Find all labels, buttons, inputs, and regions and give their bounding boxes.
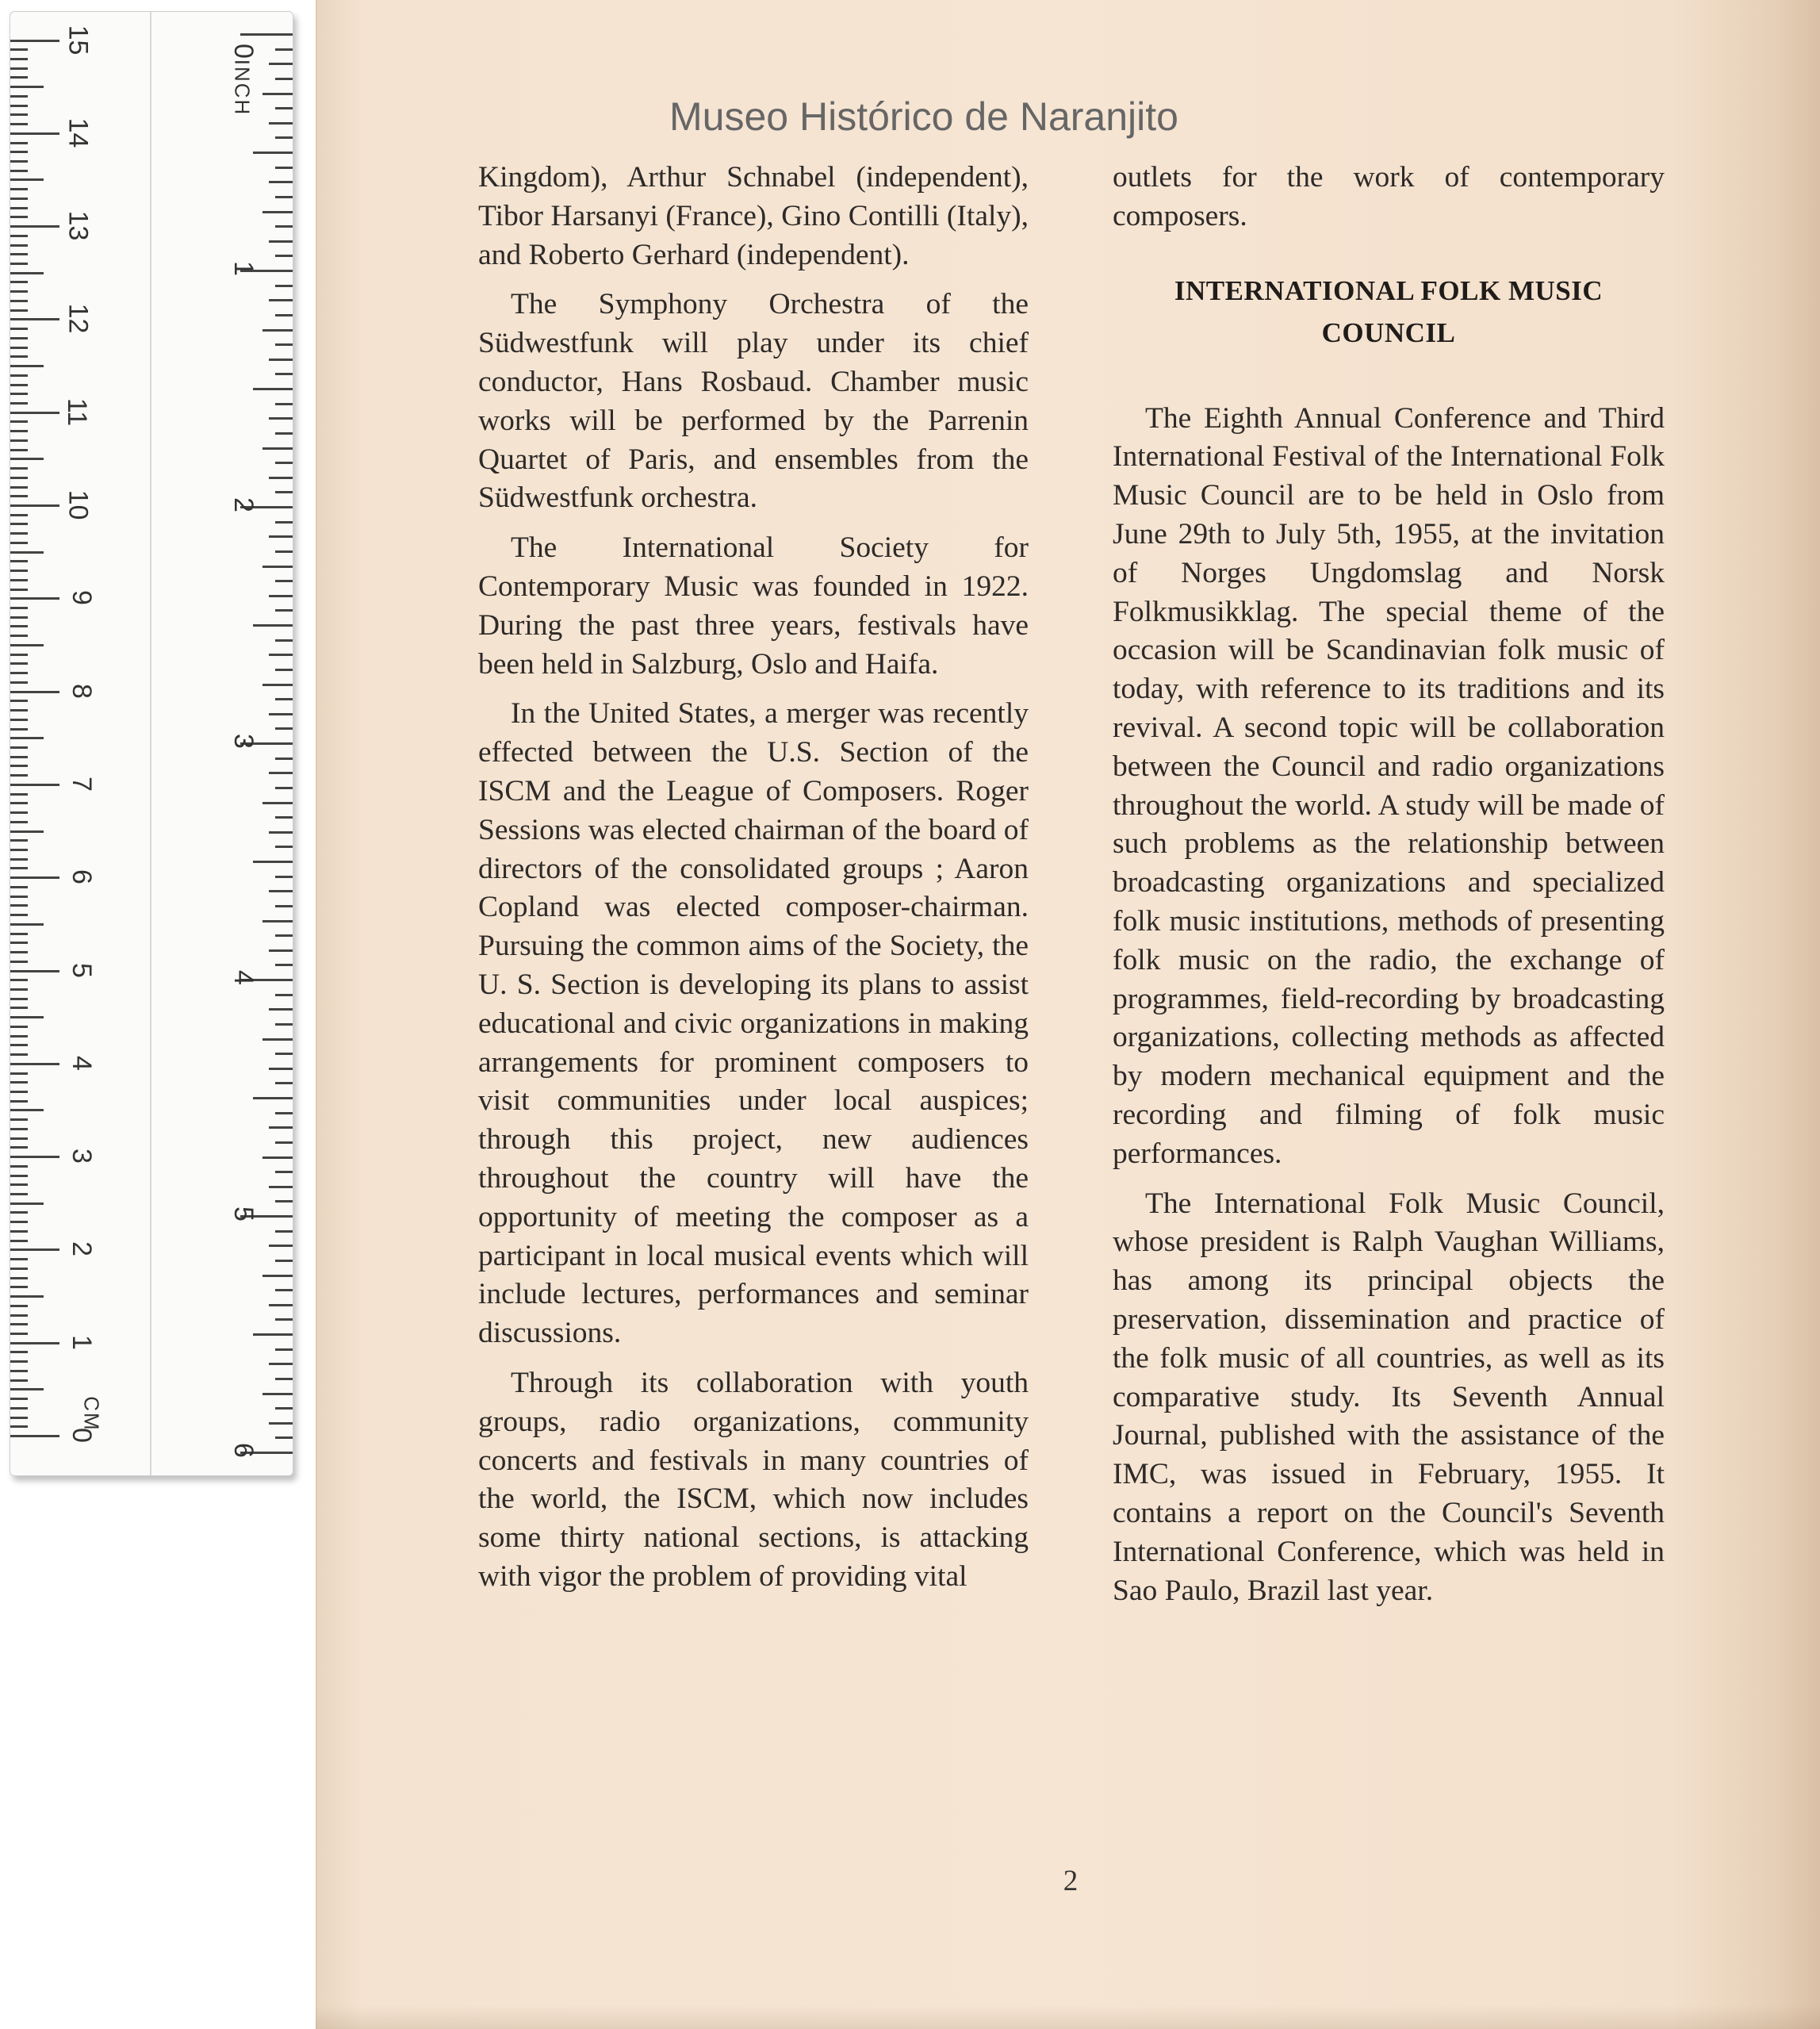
ruler-inch-tick (253, 152, 293, 154)
ruler-cm-tick (10, 523, 28, 525)
ruler-cm-tick (10, 942, 28, 944)
right-intro-paragraph: outlets for the work of contemporary composers. (1113, 161, 1665, 232)
left-paragraph: Through its collaboration with youth groups, radio organizations, community concerts and festivals in many countries of the world, the ISCM, which now includes some thirty national sections, is attacking with vigor the problem of providing vital (478, 1366, 1029, 1593)
ruler-cm-tick (10, 988, 28, 991)
ruler-cm-tick (10, 1109, 44, 1111)
ruler-cm-tick (10, 170, 28, 172)
ruler-cm-tick (10, 1193, 28, 1195)
ruler-inch-tick (275, 167, 293, 169)
ruler-cm-tick (10, 728, 28, 731)
ruler-cm-tick (10, 439, 28, 442)
ruler-inch-tick (262, 920, 293, 922)
ruler-inch-tick (275, 1023, 293, 1026)
ruler-cm-tick (10, 95, 28, 98)
ruler-cm-tick (10, 672, 28, 674)
ruler-cm-tick (10, 281, 28, 283)
ruler-inch-tick (275, 1053, 293, 1055)
ruler-inch-tick (262, 802, 293, 804)
left-paragraph: The Symphony Orchestra of the Südwestfunk will play under its chief conductor, Hans Rosbaud. Chamber music works will be performed by the Parrenin Quartet of Paris, and ensembles from the Südwestfunk orchestra. (478, 288, 1029, 515)
ruler-inch-tick (269, 1304, 293, 1306)
ruler-inch-tick (269, 359, 293, 361)
ruler-cm-tick (10, 849, 28, 851)
ruler-cm-tick (10, 1221, 28, 1223)
ruler-cm-label: 7 (66, 776, 97, 792)
ruler-inch-tick (269, 1186, 293, 1188)
ruler-inch-tick (275, 1171, 293, 1173)
ruler-cm-tick (10, 198, 28, 200)
ruler-cm-tick (10, 886, 28, 888)
ruler-inch-tick (253, 861, 293, 863)
ruler-cm-tick (10, 290, 28, 293)
ruler-inch-tick (269, 477, 293, 479)
ruler-inch-tick (275, 136, 293, 139)
ruler-inch-tick (275, 758, 293, 760)
ruler-cm-label: 5 (66, 962, 97, 978)
ruler-cm-tick (10, 1333, 28, 1335)
ruler-cm-tick (10, 914, 28, 916)
ruler-inch-tick (275, 1348, 293, 1351)
ruler-inch-tick (269, 949, 293, 952)
ruler-inch-tick (275, 225, 293, 228)
ruler-inch-tick (275, 1230, 293, 1233)
page-edge-shadow (316, 2005, 1820, 2029)
ruler-cm-tick (10, 551, 44, 554)
ruler-cm-tick (10, 1360, 28, 1363)
ruler-cm-tick (10, 420, 28, 423)
ruler-cm-tick (10, 486, 28, 489)
ruler-inch-tick (275, 78, 293, 80)
ruler-inch-tick (275, 403, 293, 405)
ruler-cm-label: 9 (66, 590, 97, 606)
right-paragraph: The International Folk Music Council, whose president is Ralph Vaughan Williams, has among its principal objects the preservation, dissemination and practice of the folk music of all countries, as well as its comparative study. Its Seventh Annual Journal, published with the assistance of the IMC, was issued in February, 1955. It contains a report on the Council's Seventh International Conference, which was held in Sao Paulo, Brazil last year. (1113, 1187, 1665, 1607)
ruler-cm-label: 2 (66, 1241, 97, 1257)
ruler-inch-tick (262, 684, 293, 686)
ruler-inch-label: 1 (228, 261, 259, 276)
ruler-cm-tick (10, 1398, 28, 1400)
ruler-inch-tick (269, 63, 293, 65)
ruler-cm-tick (10, 477, 28, 479)
ruler-inch-tick (275, 432, 293, 435)
ruler-inch-label: 0 (228, 44, 259, 59)
section-heading: INTERNATIONAL FOLK MUSIC COUNCIL (1174, 274, 1604, 348)
ruler-cm-tick (10, 662, 28, 665)
right-text-column (1113, 159, 1665, 1621)
ruler-cm-tick (10, 105, 28, 107)
ruler-cm-tick (10, 579, 28, 581)
ruler-inch-tick (262, 1038, 293, 1041)
ruler-cm-tick (10, 178, 44, 181)
ruler-inch-tick (275, 934, 293, 937)
ruler-cm-tick (10, 1342, 59, 1344)
left-text-column (478, 159, 1029, 1608)
ruler-cm-tick (10, 1063, 59, 1065)
ruler-inch-tick (253, 388, 293, 390)
ruler-inch-label: 5 (228, 1206, 259, 1222)
left-paragraph: In the United States, a merger was recently effected between the U.S. Section of the ISCM and the League of Composers. Roger Sessions was elected chairman of the board of directors of the consolidated groups ; Aaron Copland was elected composer-chairman. Pursuing the common aims of the Society, the U. S. Section is developing its plans to assist educational and civic organizations in making arrangements for prominent composers to visit communities under local auspices; through this project, new audiences throughout the country will have the opportunity of meeting the composer as a participant in local musical events which will include lectures, performances and seminar discussions. (478, 697, 1029, 1350)
ruler-cm-tick (10, 365, 44, 367)
ruler-cm-tick (10, 1417, 28, 1419)
ruler-cm-tick (10, 1323, 28, 1325)
ruler-cm-tick (10, 625, 28, 627)
left-paragraph: Kingdom), Arthur Schnabel (independent), Tibor Harsanyi (France), Gino Contilli (Italy), and Roberto Gerhard (independent). (478, 161, 1029, 271)
ruler-cm-tick (10, 1407, 28, 1410)
ruler-cm-tick (10, 821, 28, 823)
ruler-inch-tick (275, 373, 293, 375)
ruler-cm-tick (10, 1286, 28, 1288)
ruler-cm-tick (10, 151, 28, 153)
ruler-cm-tick (10, 616, 28, 619)
ruler-inch-tick (275, 1112, 293, 1114)
ruler-cm-tick (10, 607, 28, 609)
ruler-cm-tick (10, 430, 28, 432)
measurement-ruler (10, 11, 293, 1476)
page-number: 2 (1063, 1865, 1079, 1897)
ruler-cm-tick (10, 589, 28, 591)
ruler-inch-tick (275, 876, 293, 878)
ruler-cm-tick (10, 48, 28, 51)
ruler-cm-tick (10, 896, 28, 898)
ruler-cm-tick (10, 1100, 28, 1103)
ruler-inch-tick (269, 1068, 293, 1070)
ruler-cm-tick (10, 514, 28, 516)
ruler-cm-tick (10, 811, 28, 814)
ruler-cm-tick (10, 1425, 28, 1428)
ruler-inch-tick (262, 211, 293, 213)
ruler-cm-tick (10, 1053, 28, 1056)
ruler-cm-tick (10, 654, 28, 656)
ruler-cm-tick (10, 1175, 28, 1177)
ruler-inch-tick (269, 595, 293, 597)
ruler-cm-tick (10, 784, 59, 786)
ruler-cm-tick (10, 691, 59, 693)
ruler-cm-tick (10, 793, 28, 796)
ruler-inch-tick (262, 329, 293, 332)
ruler-cm-tick (10, 1295, 44, 1298)
ruler-inch-tick (269, 1245, 293, 1247)
ruler-inch-tick (269, 772, 293, 774)
ruler-cm-label: 4 (66, 1055, 97, 1071)
ruler-cm-tick (10, 374, 28, 377)
ruler-cm-tick (10, 1044, 28, 1046)
ruler-cm-tick (10, 839, 28, 842)
ruler-cm-label: 8 (66, 683, 97, 699)
ruler-cm-tick (10, 1370, 28, 1372)
ruler-inch-tick (275, 846, 293, 848)
ruler-cm-tick (10, 867, 28, 869)
ruler-cm-unit: CM (79, 1396, 104, 1432)
ruler-inch-tick (262, 1393, 293, 1395)
ruler-cm-label: 15 (63, 25, 94, 55)
ruler-inch-tick (253, 1333, 293, 1336)
ruler-inch-tick (262, 1275, 293, 1277)
ruler-inch-tick (275, 1141, 293, 1144)
ruler-cm-tick (10, 160, 28, 163)
ruler-cm-tick (10, 504, 59, 507)
ruler-cm-tick (10, 76, 28, 79)
ruler-cm-tick (10, 904, 28, 907)
ruler-cm-label: 0 (66, 1428, 97, 1443)
ruler-cm-tick (10, 532, 28, 535)
ruler-inch-label: 3 (228, 734, 259, 749)
ruler-inch-tick (275, 787, 293, 789)
ruler-cm-tick (10, 1091, 28, 1093)
ruler-inch-tick (275, 255, 293, 257)
ruler-inch-tick (275, 669, 293, 671)
ruler-cm-tick (10, 933, 28, 935)
ruler-cm-label: 10 (63, 489, 94, 520)
ruler-inch-tick (275, 1200, 293, 1202)
ruler-inch-tick (269, 654, 293, 656)
ruler-inch-tick (275, 1082, 293, 1084)
ruler-cm-label: 12 (63, 303, 94, 334)
ruler-inch-tick (275, 698, 293, 700)
ruler-cm-tick (10, 970, 59, 972)
ruler-cm-tick (10, 86, 44, 88)
ruler-cm-tick (10, 253, 28, 255)
ruler-cm-tick (10, 961, 28, 963)
ruler-cm-tick (10, 495, 28, 497)
ruler-inch-tick (275, 1260, 293, 1262)
ruler-inch-tick (262, 566, 293, 568)
ruler-cm-tick (10, 337, 28, 339)
ruler-cm-tick (10, 1146, 28, 1149)
ruler-cm-label: 11 (62, 397, 93, 426)
ruler-inch-tick (275, 639, 293, 642)
ruler-cm-tick (10, 923, 44, 926)
ruler-inch-tick (269, 1126, 293, 1129)
ruler-cm-tick (10, 1268, 28, 1270)
ruler-cm-tick (10, 207, 28, 209)
ruler-cm-tick (10, 1258, 28, 1260)
ruler-inch-tick (275, 1378, 293, 1380)
ruler-cm-tick (10, 1277, 28, 1279)
ruler-inch-tick (275, 727, 293, 730)
ruler-cm-label: 14 (63, 117, 94, 148)
left-paragraph: The International Society for Contemporary Music was founded in 1922. During the past three years, festivals have been held in Salzburg, Oslo and Haifa. (478, 531, 1029, 681)
ruler-cm-tick (10, 1230, 28, 1233)
ruler-inch-tick (269, 535, 293, 538)
ruler-inch-tick (275, 521, 293, 524)
ruler-cm-tick (10, 393, 28, 395)
ruler-cm-tick (10, 113, 28, 116)
ruler-cm-tick (10, 384, 28, 386)
ruler-cm-tick (10, 979, 28, 981)
ruler-inch-tick (275, 1436, 293, 1439)
ruler-inch-tick (275, 107, 293, 109)
ruler-cm-tick (10, 216, 28, 218)
ruler-cm-tick (10, 412, 59, 414)
ruler-cm-tick (10, 765, 28, 767)
ruler-inch-tick (269, 122, 293, 125)
ruler-cm-label: 3 (66, 1149, 97, 1164)
ruler-inch-tick (275, 816, 293, 819)
ruler-inch-tick (269, 890, 293, 892)
ruler-cm-tick (10, 40, 59, 42)
ruler-cm-tick (10, 1165, 28, 1168)
ruler-inch-tick (269, 1363, 293, 1365)
ruler-cm-tick (10, 1388, 44, 1390)
ruler-cm-tick (10, 449, 28, 451)
ruler-inch-tick (269, 1008, 293, 1011)
ruler-cm-tick (10, 719, 28, 721)
ruler-inch-tick (275, 343, 293, 346)
ruler-cm-tick (10, 1016, 44, 1018)
ruler-cm-tick (10, 225, 59, 228)
ruler-inch-tick (275, 48, 293, 51)
ruler-cm-tick (10, 597, 59, 600)
ruler-cm-tick (10, 1240, 28, 1242)
ruler-inch-tick (269, 417, 293, 420)
ruler-inch-label: 2 (228, 497, 259, 512)
ruler-cm-tick (10, 635, 28, 637)
ruler-cm-tick (10, 644, 44, 646)
ruler-cm-tick (10, 746, 28, 749)
ruler-cm-tick (10, 309, 28, 312)
ruler-cm-tick (10, 318, 59, 320)
ruler-cm-tick (10, 1435, 59, 1437)
ruler-cm-tick (10, 998, 28, 1000)
ruler-cm-tick (10, 700, 28, 702)
ruler-inch-tick (269, 831, 293, 834)
museum-watermark-title: Museo Histórico de Naranjito (669, 94, 1178, 139)
ruler-cm-tick (10, 123, 28, 125)
ruler-cm-tick (10, 1202, 44, 1205)
ruler-inch-tick (275, 285, 293, 287)
ruler-cm-tick (10, 467, 28, 470)
ruler-inch-tick (269, 713, 293, 715)
ruler-cm-tick (10, 1183, 28, 1186)
ruler-cm-tick (10, 1128, 28, 1130)
ruler-inch-tick (275, 550, 293, 553)
ruler-cm-tick (10, 1248, 59, 1251)
ruler-cm-tick (10, 1379, 28, 1382)
ruler-cm-tick (10, 132, 59, 135)
ruler-inch-tick (275, 462, 293, 464)
ruler-inch-tick (275, 314, 293, 316)
ruler-inch-tick (253, 1097, 293, 1099)
ruler-cm-tick (10, 1314, 28, 1317)
ruler-cm-tick (10, 244, 28, 247)
ruler-cm-tick (10, 756, 28, 758)
ruler-cm-tick (10, 67, 28, 70)
ruler-cm-tick (10, 858, 28, 861)
ruler-inch-tick (275, 905, 293, 907)
ruler-cm-tick (10, 142, 28, 144)
ruler-inch-tick (275, 196, 293, 198)
ruler-inch-tick (275, 580, 293, 582)
ruler-cm-tick (10, 1118, 28, 1121)
ruler-inch-label: 4 (228, 970, 259, 985)
ruler-cm-tick (10, 570, 28, 572)
ruler-inch-tick (275, 964, 293, 966)
ruler-cm-tick (10, 802, 28, 804)
ruler-inch-tick (262, 447, 293, 450)
ruler-inch-tick (269, 181, 293, 183)
ruler-inch-tick (275, 1289, 293, 1291)
ruler-cm-label: 1 (66, 1334, 97, 1350)
ruler-cm-tick (10, 1081, 28, 1084)
ruler-cm-tick (10, 355, 28, 358)
ruler-cm-tick (10, 188, 28, 190)
ruler-cm-tick (10, 1035, 28, 1038)
ruler-cm-tick (10, 1351, 28, 1353)
ruler-inch-tick (269, 299, 293, 301)
ruler-divider (150, 12, 151, 1475)
ruler-cm-tick (10, 402, 28, 405)
ruler-inch-tick (275, 609, 293, 612)
ruler-cm-tick (10, 1211, 28, 1214)
ruler-cm-tick (10, 830, 44, 833)
ruler-inch-tick (275, 1318, 293, 1321)
ruler-cm-tick (10, 951, 28, 953)
ruler-cm-tick (10, 737, 44, 739)
ruler-cm-tick (10, 458, 44, 460)
ruler-cm-tick (10, 560, 28, 562)
ruler-cm-tick (10, 542, 28, 544)
ruler-inch-tick (275, 994, 293, 996)
ruler-inch-tick (253, 624, 293, 627)
ruler-inch-label: 6 (228, 1443, 259, 1458)
ruler-cm-tick (10, 1137, 28, 1140)
ruler-cm-tick (10, 876, 59, 879)
ruler-cm-tick (10, 1072, 28, 1075)
ruler-cm-tick (10, 774, 28, 777)
ruler-cm-tick (10, 263, 28, 265)
ruler-cm-label: 13 (63, 210, 94, 241)
ruler-cm-tick (10, 1305, 28, 1307)
ruler-cm-tick (10, 1007, 28, 1009)
ruler-inch-tick (240, 33, 293, 36)
ruler-cm-tick (10, 272, 44, 274)
ruler-inch-tick (275, 491, 293, 493)
ruler-inch-tick (262, 1156, 293, 1159)
ruler-cm-tick (10, 1156, 59, 1158)
ruler-cm-tick (10, 235, 28, 237)
ruler-cm-tick (10, 328, 28, 330)
ruler-cm-tick (10, 1026, 28, 1028)
ruler-cm-tick (10, 709, 28, 711)
ruler-inch-tick (275, 1407, 293, 1410)
ruler-cm-tick (10, 681, 28, 684)
ruler-inch-tick (262, 93, 293, 95)
ruler-cm-tick (10, 58, 28, 60)
ruler-cm-label: 6 (66, 869, 97, 885)
ruler-inch-unit: INCH (230, 59, 255, 117)
right-paragraph: The Eighth Annual Conference and Third International Festival of the International Folk Music Council are to be held in Oslo from June 29th to July 5th, 1955, at the invitation of Norges Ungdomslag and Norsk Folkmusikklag. The special theme of the occasion will be Scandinavian folk music of today, with reference to its traditions and its revival. A second topic will be collaboration between the Council and radio organizations throughout the world. A study will be made of such problems as the relationship between broadcasting organizations and specialized folk music institutions, methods of presenting folk music on the radio, the exchange of programmes, field-recording by broadcasting organizations, collecting methods as affected by modern mechanical equipment and the recording and filming of folk music performances. (1113, 401, 1665, 1170)
ruler-cm-tick (10, 300, 28, 302)
ruler-inch-tick (269, 240, 293, 243)
ruler-cm-tick (10, 347, 28, 349)
ruler-inch-tick (269, 1422, 293, 1425)
